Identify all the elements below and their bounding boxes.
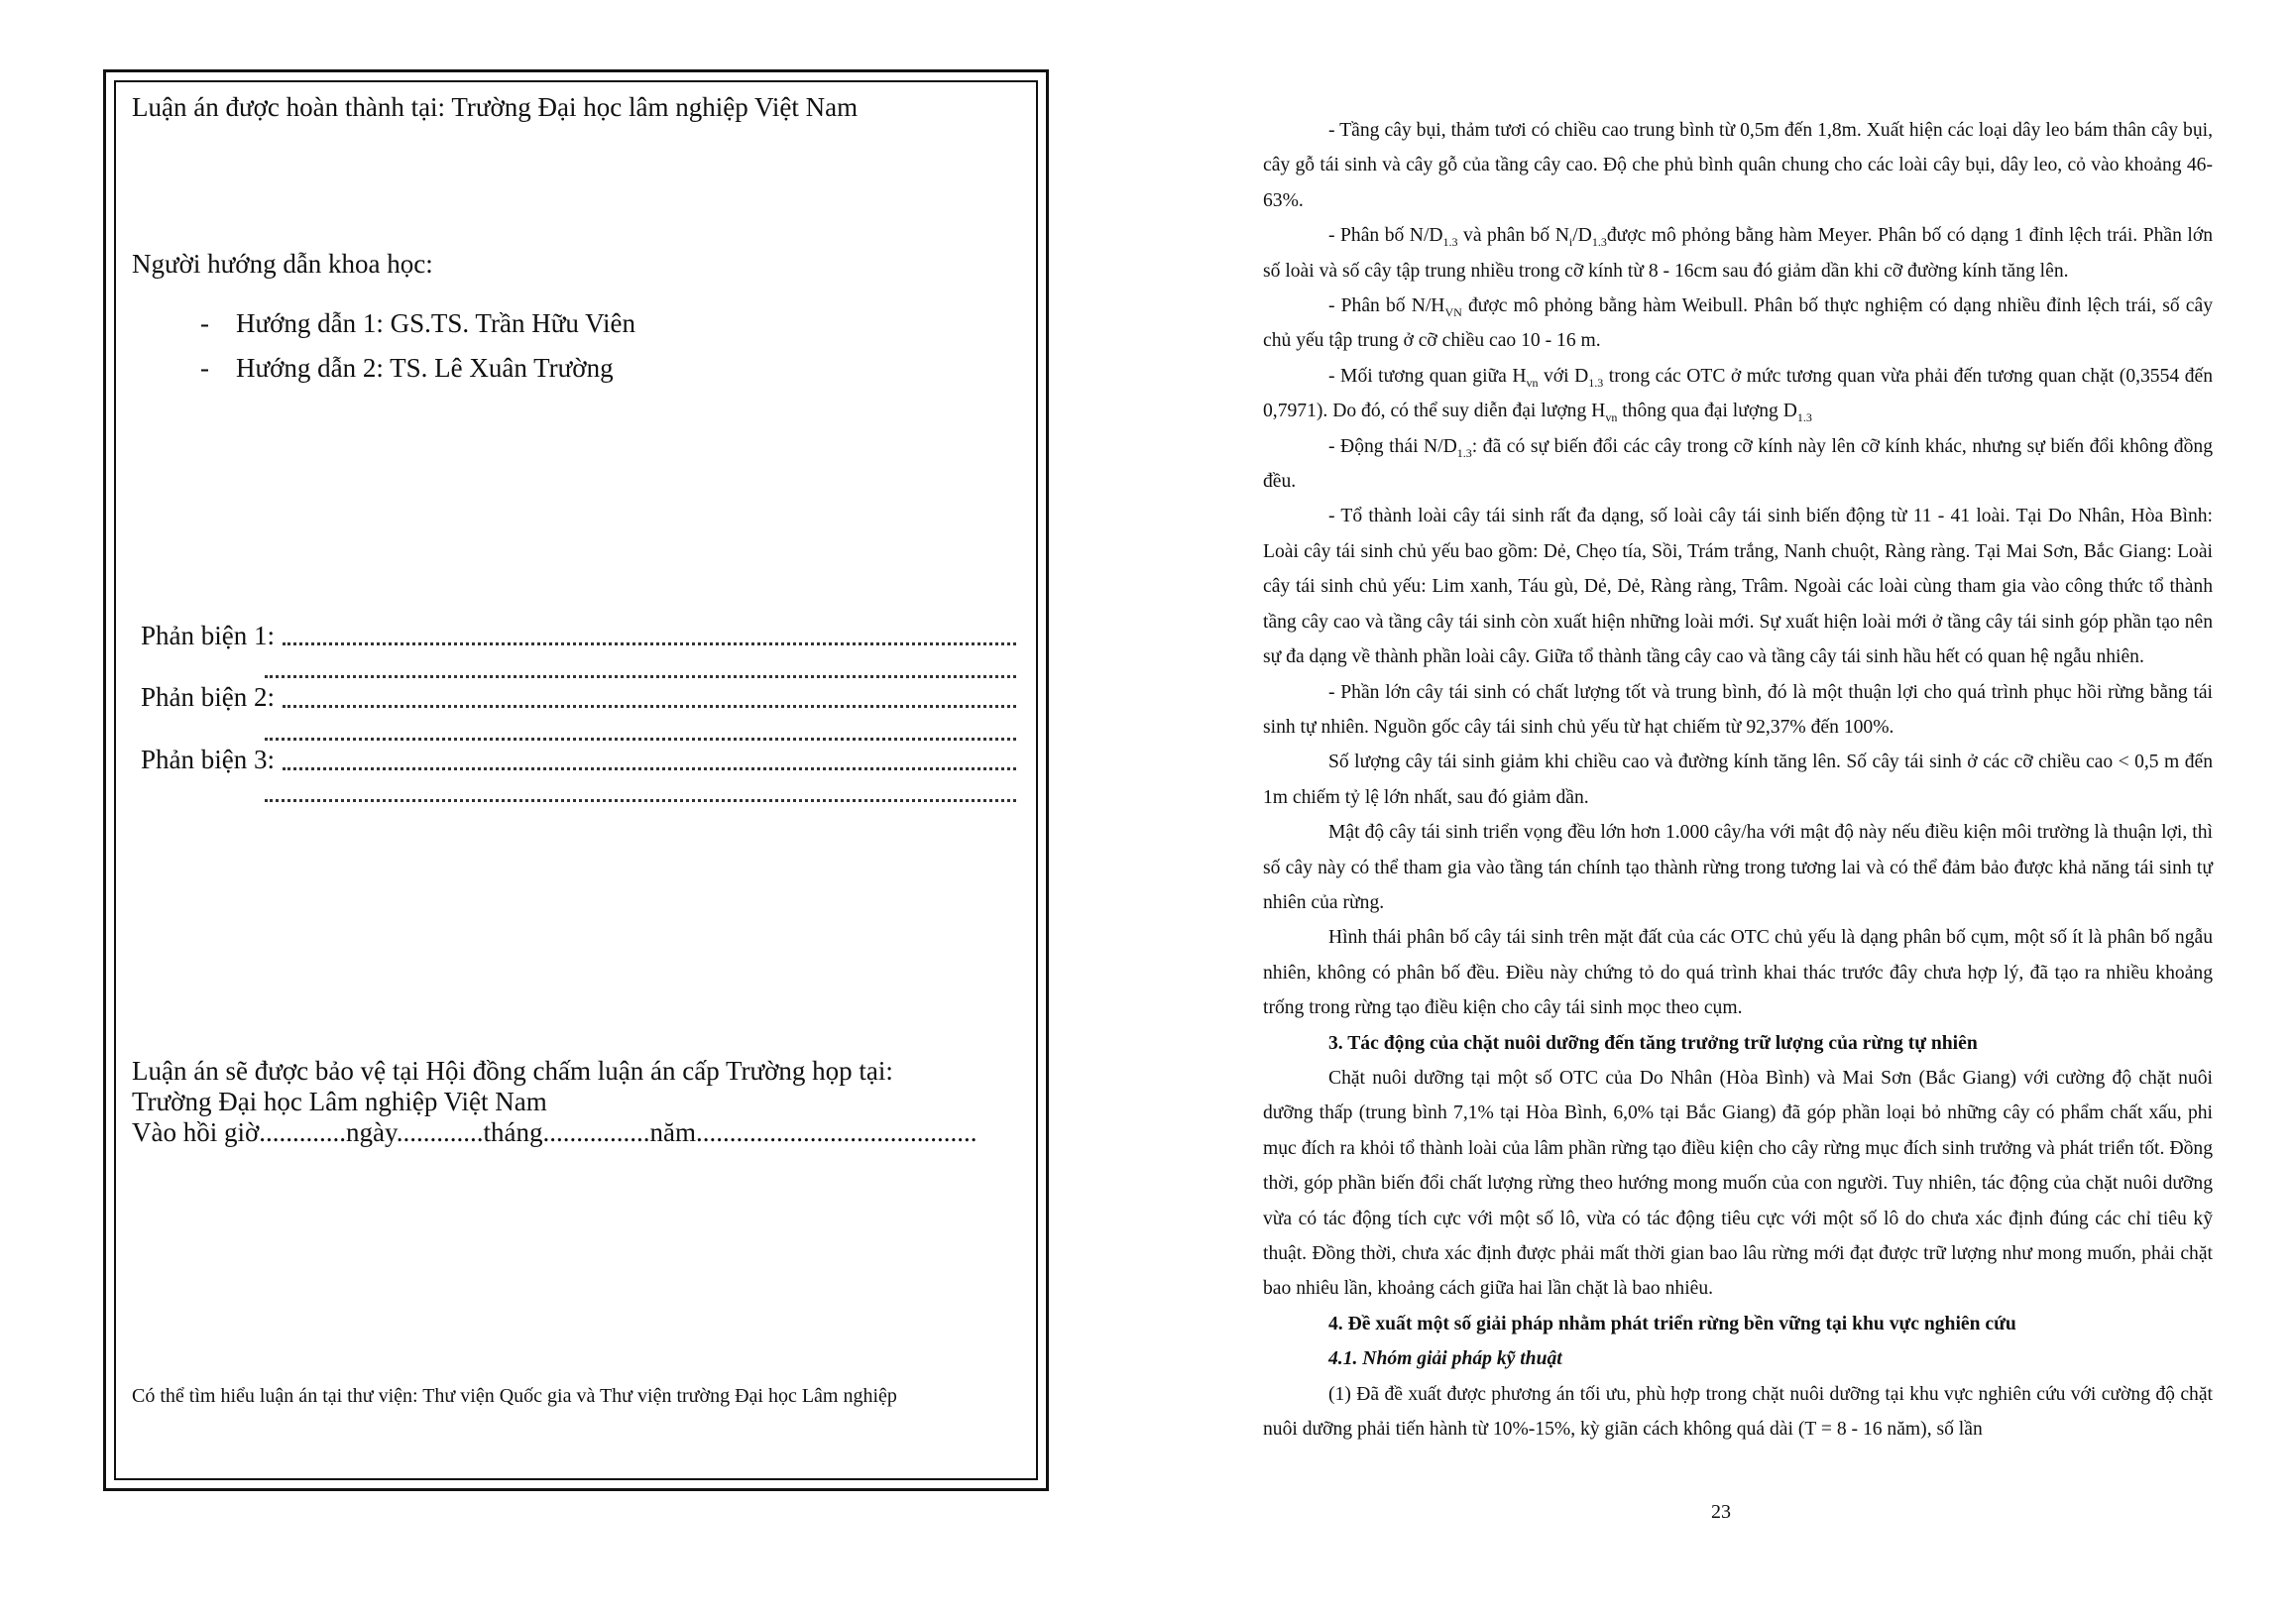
- reviewer-2-dotline-2: [265, 738, 1016, 741]
- defense-line-2: Trường Đại học Lâm nghiệp Việt Nam: [132, 1087, 547, 1116]
- paragraph-distribution-pattern: Hình thái phân bố cây tái sinh trên mặt đất của các OTC chủ yếu là dạng phân bố cụm, một số ít là phân bố ngẫu nhiên, không có phân bố đều. Điều này chứng tỏ do quá trình khai thác trước đây chưa hợp lý, đã tạo ra nhiều khoảng trống trong rừng tạo điều kiện cho cây tái sinh mọc theo cụm.: [1263, 927, 2213, 1019]
- list-dash: -: [200, 308, 209, 338]
- paragraph-meyer-distribution: - Phân bố $N/D_{1.3}$ và phân bố $N_i/D_{1.3}được$ mô phỏng bằng hàm Meyer. Phân bố có dạng 1 đỉnh lệch trái. Phần lớn số loài và số cây tập trung nhiều trong cỡ kính từ 8 - 16cm sau đó giảm dần khi cỡ đường kính tăng lên.: [1263, 225, 2213, 282]
- cover-inner-border: [114, 80, 1038, 1480]
- paragraph-regeneration-count: Số lượng cây tái sinh giảm khi chiều cao và đường kính tăng lên. Số cây tái sinh ở các cỡ chiều cao < 0,5 m đến 1m chiếm tỷ lệ lớn nhất, sau đó giảm dần.: [1263, 752, 2213, 808]
- reviewer-1-dotline-1: [283, 642, 1016, 645]
- page-number: 23: [1711, 1501, 1731, 1523]
- heading-section-4-1: 4.1. Nhóm giải pháp kỹ thuật: [1328, 1348, 1562, 1370]
- reviewer-3-dotline-2: [265, 799, 1016, 802]
- reviewer-3-dotline-1: [283, 767, 1016, 770]
- advisor-heading: Người hướng dẫn khoa học:: [132, 249, 433, 279]
- advisor-1: Hướng dẫn 1: GS.TS. Trần Hữu Viên: [236, 308, 635, 338]
- advisor-item-1: [200, 306, 635, 340]
- completed-at: Luận án được hoàn thành tại: Trường Đại học lâm nghiệp Việt Nam: [132, 92, 859, 122]
- advisor-item-2: [200, 351, 614, 385]
- cover-page: [103, 69, 1049, 1491]
- defense-time: Vào hồi giờ.............ngày.............tháng................năm..........................................: [132, 1117, 977, 1147]
- defense-line-1: Luận án sẽ được bảo vệ tại Hội đồng chấm luận án cấp Trường họp tại:: [132, 1056, 893, 1086]
- paragraph-density: Mật độ cây tái sinh triển vọng đều lớn hơn 1.000 cây/ha với mật độ này nếu điều kiện môi trường là thuận lợi, thì số cây này có thể tham gia vào tầng tán chính tạo thành rừng trong tương lai và có thể đảm bảo được khả năng tái sinh tự nhiên của rừng.: [1263, 822, 2213, 913]
- paragraph-weibull-distribution: - Phân bố $N/H_{VN}$ được mô phỏng bằng hàm Weibull. Phân bố thực nghiệm có dạng nhiều đỉnh lệch trái, số cây chủ yếu tập trung ở cỡ chiều cao 10 - 16 m.: [1263, 295, 2214, 352]
- paragraph-solution-1: (1) Đã đề xuất được phương án tối ưu, phù hợp trong chặt nuôi dưỡng tại khu vực nghiên cứu với cường độ chặt nuôi dưỡng phải tiến hành từ 10%-15%, kỳ giãn cách không quá dài (T = 8 - 16 năm), số lần: [1263, 1383, 2213, 1441]
- reviewer-1-dotline-2: [265, 675, 1016, 678]
- paragraph-thinning-impact: Chặt nuôi dưỡng tại một số OTC của Do Nhân (Hòa Bình) và Mai Sơn (Bắc Giang) với cường độ chặt nuôi dưỡng thấp (trung bình 7,1% tại Hòa Bình, 6,0% tại Bắc Giang) đã góp phần loại bỏ những cây có phẩm chất xấu, phi mục đích ra khỏi tổ thành loài của lâm phần rừng tạo điều kiện cho cây rừng mục đích sinh trưởng và phát triển tốt. Đồng thời, góp phần biến đổi chất lượng rừng theo hướng mong muốn của con người. Tuy nhiên, tác động của chặt nuôi dưỡng vừa có tác động tích cực với một số lô, vừa có tác động tiêu cực với một số lô do chưa xác định đúng các chỉ tiêu kỹ thuật. Đồng thời, chưa xác định được phải mất thời gian bao lâu rừng mới đạt được trữ lượng như mong muốn, phải chặt bao nhiêu lần, khoảng cách giữa hai lần chặt là bao nhiêu.: [1263, 1067, 2213, 1300]
- list-dash: -: [200, 353, 209, 383]
- reviewer-2-dotline-1: [283, 705, 1016, 708]
- reviewer-2-label: Phản biện 2:: [141, 682, 275, 712]
- reviewer-3-label: Phản biện 3:: [141, 745, 275, 774]
- paragraph-dynamics: - Động thái $N/D_{1.3}$: đã có sự biến đổi các cây trong cỡ kính này lên cỡ kính khác, nhưng sự biến đổi không đồng đều.: [1263, 435, 2213, 493]
- page-body-text: [1263, 113, 2213, 1447]
- library-note: Có thể tìm hiểu luận án tại thư viện: Thư viện Quốc gia và Thư viện trường Đại học Lâm nghiệp: [132, 1385, 897, 1407]
- paragraph-regeneration-quality: - Phần lớn cây tái sinh có chất lượng tốt và trung bình, đó là một thuận lợi cho quá trình phục hồi rừng bằng tái sinh tự nhiên. Nguồn gốc cây tái sinh chủ yếu từ hạt chiếm từ 92,37% đến 100%.: [1263, 681, 2213, 738]
- advisor-2: Hướng dẫn 2: TS. Lê Xuân Trường: [236, 353, 614, 383]
- heading-section-3: 3. Tác động của chặt nuôi dưỡng đến tăng trưởng trữ lượng của rừng tự nhiên: [1328, 1032, 1978, 1054]
- paragraph-shrub-layer: - Tầng cây bụi, thảm tươi có chiều cao trung bình từ 0,5m đến 1,8m. Xuất hiện các loại dây leo bám thân cây bụi, cây gỗ tái sinh và cây gỗ của tầng cây cao. Độ che phủ bình quân chung cho các loài cây bụi, dây leo, cỏ vào khoảng 46-63%.: [1263, 120, 2213, 211]
- paragraph-species-composition: - Tổ thành loài cây tái sinh rất đa dạng, số loài cây tái sinh biến động từ 11 - 41 loài. Tại Do Nhân, Hòa Bình: Loài cây tái sinh chủ yếu bao gồm: Dẻ, Chẹo tía, Sồi, Trám trắng, Nanh chuột, Ràng ràng. Tại Mai Sơn, Bắc Giang: Loài cây tái sinh chủ yếu: Lim xanh, Táu gù, Dẻ, Dẻ, Ràng ràng, Trâm. Ngoài các loài cùng tham gia vào công thức tổ thành tầng cây cao và tầng cây tái sinh còn xuất hiện những loài mới. Sự xuất hiện loài mới ở tầng cây tái sinh góp phần tạo nên sự đa dạng về thành phần loài cây. Giữa tổ thành tầng cây cao và tầng cây tái sinh hầu hết có quan hệ ngẫu nhiên.: [1263, 506, 2213, 668]
- paragraph-correlation: - Mối tương quan giữa $H_{vn}$ với $D_{1.3}$ trong các OTC ở mức tương quan vừa phải đến tương quan chặt (0,3554 đến 0,7971). Do đó, có thể suy diễn đại lượng $H_{vn}$ thông qua đại lượng $D_{1.3}$: [1263, 365, 2213, 425]
- reviewer-1-label: Phản biện 1:: [141, 621, 275, 650]
- heading-section-4: 4. Đề xuất một số giải pháp nhằm phát triển rừng bền vững tại khu vực nghiên cứu: [1328, 1313, 2016, 1334]
